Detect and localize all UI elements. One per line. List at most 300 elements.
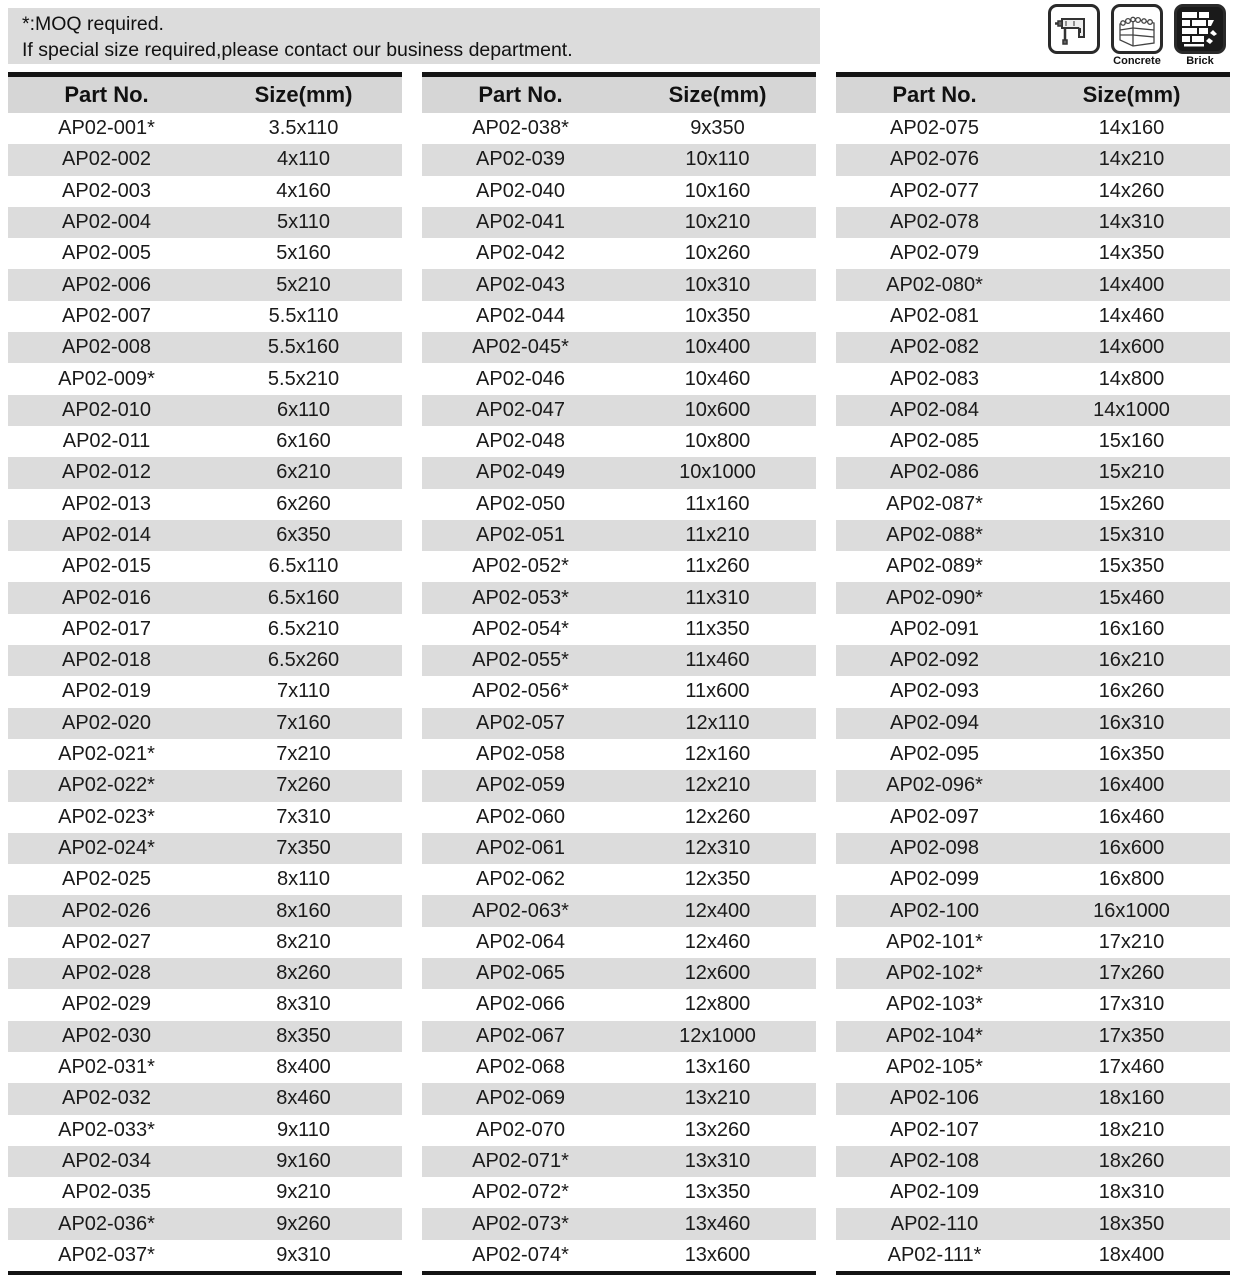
- table-row: [422, 676, 816, 707]
- part-no-cell: AP02-024*: [58, 836, 155, 859]
- size-cell: 5.5x210: [267, 367, 340, 390]
- brick-icon-block: [1173, 4, 1227, 67]
- part-no-cell: AP02-060: [476, 805, 565, 828]
- size-cell: 10x800: [684, 430, 751, 453]
- part-no-cell: AP02-100: [890, 899, 979, 922]
- size-cell: 12x800: [684, 993, 751, 1016]
- size-cell: 10x350: [684, 304, 751, 327]
- table-row: [8, 1021, 402, 1052]
- table-row: [836, 645, 1230, 676]
- part-no-header: Part No.: [892, 82, 977, 107]
- part-no-cell: AP02-073*: [472, 1212, 569, 1235]
- size-cell: 18x350: [1098, 1212, 1165, 1235]
- table-row: [836, 520, 1230, 551]
- size-cell: 11x460: [685, 649, 750, 672]
- size-cell: 7x310: [276, 805, 331, 828]
- part-no-cell: AP02-014: [62, 524, 151, 546]
- table-row: [8, 269, 402, 300]
- part-no-cell: AP02-067: [476, 1024, 565, 1047]
- size-cell: 3.5x110: [268, 117, 339, 140]
- part-no-cell: AP02-055*: [472, 649, 569, 672]
- part-no-cell: AP02-066: [476, 993, 565, 1016]
- part-no-cell: AP02-040: [476, 179, 565, 202]
- table-row: [422, 301, 816, 332]
- size-cell: 5x210: [276, 273, 331, 296]
- table-row: [422, 144, 816, 175]
- part-no-cell: AP02-085: [890, 430, 979, 453]
- size-cell: 12x400: [684, 899, 751, 922]
- size-cell: 15x260: [1098, 492, 1165, 515]
- table-row: [8, 770, 402, 801]
- size-cell: 6.5x110: [268, 555, 339, 578]
- table-row: [422, 489, 816, 520]
- table-row: [836, 833, 1230, 864]
- size-cell: 8x160: [276, 899, 331, 922]
- part-no-cell: AP02-029: [62, 993, 151, 1016]
- table-row: [836, 864, 1230, 895]
- size-cell: 6x260: [276, 492, 331, 515]
- part-no-cell: AP02-051: [476, 524, 565, 546]
- table-row: [836, 989, 1230, 1020]
- table-row: [8, 301, 402, 332]
- part-no-cell: AP02-043: [476, 273, 565, 296]
- parts-table-1: [8, 72, 402, 1275]
- part-no-cell: AP02-110: [890, 1212, 979, 1235]
- table-row: [836, 927, 1230, 958]
- table-row: [8, 1083, 402, 1114]
- table-row: [836, 332, 1230, 363]
- table-row: [422, 739, 816, 770]
- part-no-cell: AP02-102*: [886, 962, 983, 985]
- size-cell: 11x260: [685, 555, 750, 578]
- table-row: [422, 989, 816, 1020]
- part-no-cell: AP02-039: [476, 148, 565, 171]
- size-cell: 6x350: [276, 524, 331, 546]
- part-no-cell: AP02-037*: [58, 1243, 155, 1266]
- table-row: [422, 176, 816, 207]
- concrete-icon: [1111, 4, 1163, 54]
- size-cell: 9x260: [276, 1212, 331, 1235]
- table-row: [422, 332, 816, 363]
- size-cell: 15x460: [1098, 586, 1165, 609]
- part-no-cell: AP02-076: [890, 148, 979, 171]
- part-no-cell: AP02-097: [890, 805, 979, 828]
- part-no-cell: AP02-005: [62, 242, 151, 265]
- size-cell: 14x600: [1098, 336, 1165, 359]
- size-cell: 12x260: [684, 805, 751, 828]
- size-cell: 11x210: [685, 524, 750, 546]
- table-row: [8, 395, 402, 426]
- size-cell: 14x350: [1098, 242, 1165, 265]
- table-row: [836, 1021, 1230, 1052]
- size-cell: 9x350: [690, 117, 745, 140]
- drill-icon-block: [1047, 4, 1101, 54]
- part-no-cell: AP02-069: [476, 1087, 565, 1110]
- size-cell: 13x460: [684, 1212, 751, 1235]
- size-cell: 10x1000: [679, 461, 756, 484]
- part-no-cell: AP02-086: [890, 461, 979, 484]
- size-cell: 18x160: [1098, 1087, 1165, 1110]
- table-row: [836, 1208, 1230, 1239]
- table-row: [836, 301, 1230, 332]
- size-cell: 17x460: [1098, 1056, 1165, 1079]
- size-cell: 10x160: [684, 179, 751, 202]
- table-row: [422, 1083, 816, 1114]
- table-row: [836, 269, 1230, 300]
- table-row: [422, 833, 816, 864]
- part-no-cell: AP02-001*: [58, 117, 155, 140]
- size-cell: 18x210: [1098, 1118, 1165, 1141]
- hammer-drill-icon: [1048, 4, 1100, 54]
- table-row: [836, 582, 1230, 613]
- part-no-cell: AP02-075: [890, 117, 979, 140]
- table-row: [836, 1146, 1230, 1177]
- part-no-cell: AP02-079: [890, 242, 979, 265]
- size-cell: 12x210: [684, 774, 751, 797]
- table-row: [8, 614, 402, 645]
- table-row: [422, 238, 816, 269]
- part-no-cell: AP02-046: [476, 367, 565, 390]
- part-no-cell: AP02-038*: [472, 117, 569, 140]
- part-no-cell: AP02-025: [62, 868, 151, 891]
- parts-table-2: [422, 72, 816, 1275]
- table-row: [836, 363, 1230, 394]
- size-cell: 11x160: [685, 492, 750, 515]
- size-header: Size(mm): [668, 82, 767, 107]
- size-cell: 12x160: [684, 743, 751, 766]
- part-no-cell: AP02-032: [62, 1087, 151, 1110]
- size-cell: 7x210: [276, 743, 331, 766]
- part-no-cell: AP02-018: [62, 649, 151, 672]
- size-cell: 9x110: [276, 1118, 330, 1141]
- application-icons: [1047, 4, 1227, 67]
- brick-icon: [1174, 4, 1226, 54]
- part-no-cell: AP02-012: [62, 461, 151, 484]
- size-cell: 16x460: [1098, 805, 1165, 828]
- part-no-cell: AP02-098: [890, 836, 979, 859]
- table-row: [836, 708, 1230, 739]
- part-no-cell: AP02-082: [890, 336, 979, 359]
- part-no-cell: AP02-101*: [886, 930, 983, 953]
- size-cell: 10x210: [684, 211, 751, 234]
- size-cell: 14x400: [1098, 273, 1165, 296]
- part-no-cell: AP02-027: [62, 930, 151, 953]
- size-cell: 8x260: [276, 962, 331, 985]
- table-row: [836, 958, 1230, 989]
- part-no-cell: AP02-109: [890, 1181, 979, 1204]
- size-cell: 14x210: [1098, 148, 1165, 171]
- table-row: [8, 833, 402, 864]
- size-cell: 9x310: [276, 1243, 331, 1266]
- part-no-cell: AP02-093: [890, 680, 979, 703]
- part-no-cell: AP02-063*: [472, 899, 569, 922]
- table-row: [8, 489, 402, 520]
- size-cell: 11x350: [685, 617, 750, 640]
- size-cell: 8x110: [276, 868, 330, 891]
- size-cell: 7x110: [276, 680, 330, 703]
- size-cell: 13x160: [684, 1056, 751, 1079]
- part-no-cell: AP02-053*: [472, 586, 569, 609]
- size-cell: 5.5x160: [267, 336, 340, 359]
- size-cell: 16x600: [1098, 836, 1165, 859]
- size-cell: 18x310: [1098, 1181, 1165, 1204]
- part-no-cell: AP02-084: [890, 398, 979, 421]
- table-row: [8, 864, 402, 895]
- size-cell: 17x210: [1098, 930, 1165, 953]
- table-row: [422, 113, 816, 144]
- size-cell: 12x350: [684, 868, 751, 891]
- brick-label: Brick: [1186, 55, 1214, 67]
- part-no-cell: AP02-021*: [58, 743, 155, 766]
- table-row: [422, 520, 816, 551]
- size-cell: 5x160: [276, 242, 331, 265]
- parts-table-3: [836, 72, 1230, 1275]
- table-header-row: [8, 77, 402, 113]
- size-cell: 6.5x160: [267, 586, 340, 609]
- moq-note: [8, 8, 820, 64]
- moq-note-line2: If special size required,please contact our business department.: [22, 39, 573, 61]
- size-cell: 6x110: [276, 398, 330, 421]
- table-row: [8, 144, 402, 175]
- table-row: [8, 958, 402, 989]
- size-cell: 5.5x110: [268, 304, 339, 327]
- table-row: [836, 614, 1230, 645]
- table-row: [8, 676, 402, 707]
- size-cell: 13x210: [684, 1087, 751, 1110]
- size-cell: 11x600: [685, 680, 750, 703]
- part-no-cell: AP02-016: [62, 586, 151, 609]
- size-cell: 18x260: [1098, 1149, 1165, 1172]
- part-no-cell: AP02-042: [476, 242, 565, 265]
- part-no-cell: AP02-058: [476, 743, 565, 766]
- table-row: [8, 426, 402, 457]
- part-no-cell: AP02-004: [62, 211, 151, 234]
- part-no-cell: AP02-068: [476, 1056, 565, 1079]
- size-cell: 10x310: [684, 273, 751, 296]
- table-row: [8, 802, 402, 833]
- part-no-cell: AP02-095: [890, 743, 979, 766]
- table-row: [422, 802, 816, 833]
- part-no-cell: AP02-081: [890, 304, 979, 327]
- table-row: [8, 1052, 402, 1083]
- part-no-cell: AP02-050: [476, 492, 565, 515]
- part-no-cell: AP02-096*: [886, 774, 983, 797]
- size-header: Size(mm): [254, 82, 353, 107]
- table-row: [836, 1052, 1230, 1083]
- table-row: [836, 551, 1230, 582]
- part-no-cell: AP02-008: [62, 336, 151, 359]
- part-no-cell: AP02-006: [62, 273, 151, 296]
- table-row: [8, 1146, 402, 1177]
- size-cell: 8x460: [276, 1087, 331, 1110]
- table-row: [422, 927, 816, 958]
- size-cell: 7x260: [276, 774, 331, 797]
- table-row: [836, 489, 1230, 520]
- table-row: [836, 739, 1230, 770]
- table-row: [836, 770, 1230, 801]
- part-no-cell: AP02-003: [62, 179, 151, 202]
- size-cell: 10x460: [684, 367, 751, 390]
- table-row: [422, 426, 816, 457]
- table-row: [8, 113, 402, 144]
- table-row: [836, 238, 1230, 269]
- size-cell: 12x600: [684, 962, 751, 985]
- part-no-cell: AP02-019: [62, 680, 151, 703]
- table-row: [422, 708, 816, 739]
- table-row: [422, 207, 816, 238]
- part-no-cell: AP02-062: [476, 868, 565, 891]
- size-header: Size(mm): [1082, 82, 1181, 107]
- moq-note-line1: *:MOQ required.: [22, 13, 164, 35]
- part-no-cell: AP02-078: [890, 211, 979, 234]
- size-cell: 18x400: [1098, 1243, 1165, 1266]
- table-row: [8, 582, 402, 613]
- size-cell: 16x210: [1098, 649, 1165, 672]
- part-no-cell: AP02-054*: [472, 617, 569, 640]
- part-no-cell: AP02-072*: [472, 1181, 569, 1204]
- size-cell: 13x600: [684, 1243, 751, 1266]
- size-cell: 6.5x210: [267, 617, 340, 640]
- part-no-cell: AP02-061: [476, 836, 565, 859]
- table-header-row: [422, 77, 816, 113]
- part-no-cell: AP02-017: [62, 617, 151, 640]
- part-no-cell: AP02-103*: [886, 993, 983, 1016]
- size-cell: 14x310: [1098, 211, 1165, 234]
- part-no-cell: AP02-009*: [58, 367, 155, 390]
- table-row: [8, 332, 402, 363]
- size-cell: 10x110: [685, 148, 750, 171]
- part-no-cell: AP02-023*: [58, 805, 155, 828]
- size-cell: 16x350: [1098, 743, 1165, 766]
- part-no-cell: AP02-065: [476, 962, 565, 985]
- table-row: [836, 457, 1230, 488]
- table-row: [8, 927, 402, 958]
- size-cell: 8x400: [276, 1056, 331, 1079]
- size-cell: 13x260: [684, 1118, 751, 1141]
- size-cell: 17x310: [1098, 993, 1165, 1016]
- table-row: [836, 676, 1230, 707]
- part-no-cell: AP02-057: [476, 711, 565, 734]
- part-no-cell: AP02-010: [62, 398, 151, 421]
- part-no-cell: AP02-020: [62, 711, 151, 734]
- part-no-cell: AP02-088*: [886, 524, 983, 546]
- size-cell: 16x800: [1098, 868, 1165, 891]
- part-no-cell: AP02-026: [62, 899, 151, 922]
- part-no-cell: AP02-013: [62, 492, 151, 515]
- part-no-cell: AP02-092: [890, 649, 979, 672]
- table-row: [836, 113, 1230, 144]
- size-cell: 17x350: [1098, 1024, 1165, 1047]
- part-no-cell: AP02-083: [890, 367, 979, 390]
- concrete-label: Concrete: [1113, 55, 1161, 67]
- size-cell: 14x460: [1098, 304, 1165, 327]
- table-row: [422, 895, 816, 926]
- size-cell: 15x350: [1098, 555, 1165, 578]
- part-no-cell: AP02-074*: [472, 1243, 569, 1266]
- size-cell: 12x110: [685, 711, 750, 734]
- part-no-header: Part No.: [64, 82, 149, 107]
- table-row: [8, 457, 402, 488]
- table-row: [422, 1021, 816, 1052]
- part-no-cell: AP02-049: [476, 461, 565, 484]
- part-no-cell: AP02-106: [890, 1087, 979, 1110]
- size-cell: 16x160: [1098, 617, 1165, 640]
- table-row: [836, 1240, 1230, 1271]
- size-cell: 15x160: [1098, 430, 1165, 453]
- table-row: [422, 1208, 816, 1239]
- table-row: [422, 864, 816, 895]
- size-cell: 10x600: [684, 398, 751, 421]
- table-row: [836, 802, 1230, 833]
- size-cell: 16x260: [1098, 680, 1165, 703]
- size-cell: 14x260: [1098, 179, 1165, 202]
- size-cell: 8x210: [276, 930, 331, 953]
- table-row: [422, 395, 816, 426]
- table-row: [8, 708, 402, 739]
- part-no-header: Part No.: [478, 82, 563, 107]
- size-cell: 9x210: [276, 1181, 331, 1204]
- table-row: [8, 989, 402, 1020]
- table-row: [8, 1208, 402, 1239]
- size-cell: 4x160: [276, 179, 331, 202]
- part-no-cell: AP02-002: [62, 148, 151, 171]
- table-row: [836, 207, 1230, 238]
- table-row: [8, 739, 402, 770]
- part-no-cell: AP02-104*: [886, 1024, 983, 1047]
- size-cell: 11x310: [685, 586, 750, 609]
- part-no-cell: AP02-034: [62, 1149, 151, 1172]
- part-no-cell: AP02-091: [890, 617, 979, 640]
- table-row: [8, 238, 402, 269]
- table-row: [836, 176, 1230, 207]
- part-no-cell: AP02-099: [890, 868, 979, 891]
- size-cell: 12x310: [684, 836, 751, 859]
- size-cell: 14x1000: [1093, 398, 1170, 421]
- concrete-icon-block: [1110, 4, 1164, 67]
- size-cell: 16x400: [1098, 774, 1165, 797]
- size-cell: 6.5x260: [267, 649, 340, 672]
- table-row: [422, 1177, 816, 1208]
- size-cell: 8x350: [276, 1024, 331, 1047]
- table-row: [422, 457, 816, 488]
- table-row: [422, 614, 816, 645]
- part-no-cell: AP02-107: [890, 1118, 979, 1141]
- table-row: [8, 1115, 402, 1146]
- table-row: [8, 207, 402, 238]
- part-no-cell: AP02-052*: [472, 555, 569, 578]
- table-row: [836, 426, 1230, 457]
- part-no-cell: AP02-015: [62, 555, 151, 578]
- size-cell: 14x160: [1098, 117, 1165, 140]
- part-no-cell: AP02-048: [476, 430, 565, 453]
- table-row: [836, 395, 1230, 426]
- part-no-cell: AP02-094: [890, 711, 979, 734]
- table-row: [422, 551, 816, 582]
- part-no-cell: AP02-036*: [58, 1212, 155, 1235]
- table-row: [8, 520, 402, 551]
- part-no-cell: AP02-059: [476, 774, 565, 797]
- size-cell: 16x310: [1098, 711, 1165, 734]
- part-no-cell: AP02-035: [62, 1181, 151, 1204]
- part-no-cell: AP02-030: [62, 1024, 151, 1047]
- part-no-cell: AP02-089*: [886, 555, 983, 578]
- size-cell: 12x1000: [679, 1024, 756, 1047]
- table-row: [836, 144, 1230, 175]
- size-cell: 15x210: [1098, 461, 1165, 484]
- table-row: [422, 1146, 816, 1177]
- part-no-cell: AP02-056*: [472, 680, 569, 703]
- table-row: [422, 269, 816, 300]
